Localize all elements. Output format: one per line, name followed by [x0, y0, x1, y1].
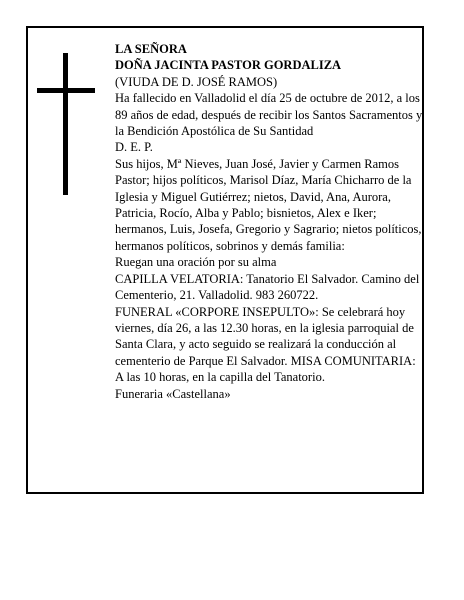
obituary-notice — [26, 26, 424, 494]
rest-in-peace: D. E. P. — [115, 140, 153, 155]
widow-note: (VIUDA DE D. JOSÉ RAMOS) — [115, 74, 278, 89]
title-line: LA SEÑORA — [115, 42, 187, 56]
cross-icon — [37, 53, 95, 195]
prayer-request: Ruegan una oración por su alma — [115, 255, 277, 270]
funeral-home: Funeraria «Castellana» — [115, 386, 231, 401]
obituary-text — [115, 41, 423, 402]
cross-horizontal-bar — [37, 88, 95, 93]
funeral-info: FUNERAL «CORPORE INSEPULTO»: Se celebrará hoy viernes, día 26, a las 12.30 horas, en la iglesia parroquial de Santa Clara, y acto seguido se realizará la conducción al cementerio de Parque El Salvador. MISA COMUNITARIA: A las 10 horas, en la capilla del Tanatorio. — [115, 304, 416, 385]
chapel-info: CAPILLA VELATORIA: Tanatorio El Salvador. Camino del Cementerio, 21. Valladolid. 983 260722. — [115, 271, 420, 303]
deceased-name: DOÑA JACINTA PASTOR GORDALIZA — [115, 58, 342, 73]
family-list: Sus hijos, Mª Nieves, Juan José, Javier y Carmen Ramos Pastor; hijos políticos, Marisol Díaz, María Chicharro de la Iglesia y Miguel Gutiérrez; nietos, David, Ana, Aurora, Patricia, Rocío, Alba y Pablo; bisnietos, Alex e Iker; hermanos, Luis, Josefa, Gregorio y Sagrario; nietos políticos, hermanos políticos, sobrinos y demás familia: — [115, 156, 422, 253]
death-announcement: Ha fallecido en Valladolid el día 25 de octubre de 2012, a los 89 años de edad, después de recibir los Santos Sacramentos y la Bendición Apostólica de Su Santidad — [115, 91, 423, 139]
cross-vertical-bar — [63, 53, 68, 195]
